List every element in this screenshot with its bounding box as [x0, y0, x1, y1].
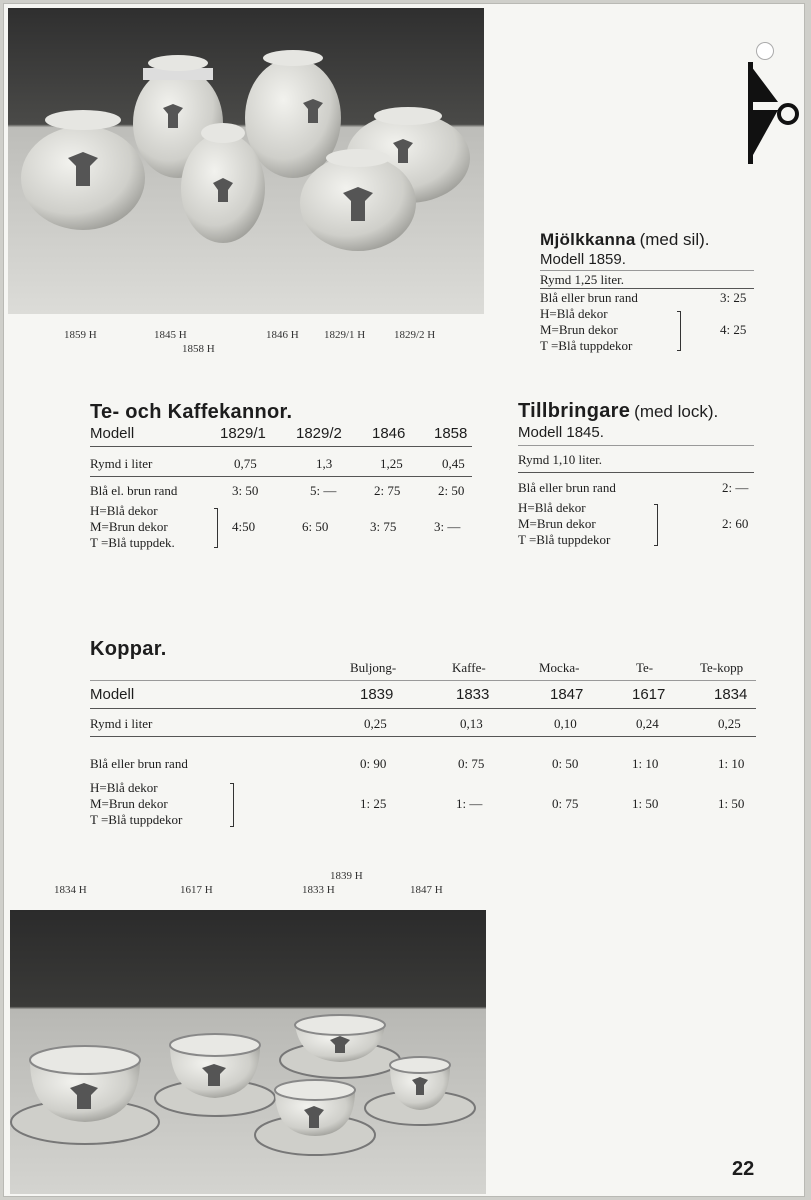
tillbringare-decor-h: H=Blå dekor	[518, 500, 586, 515]
caption-1617: 1617 H	[180, 884, 213, 896]
tillbringare-subtitle: (med lock).	[634, 402, 719, 421]
koppar-rymd-3: 0,10	[554, 716, 577, 731]
brace	[677, 311, 681, 351]
te-kaffe-row1-2: 5: —	[310, 483, 337, 498]
koppar-type-mocka: Mocka-	[539, 660, 580, 675]
mjolkkanna-decor-price: 4: 25	[720, 322, 747, 337]
koppar-decor-1: 1: 25	[360, 796, 387, 811]
te-kaffe-rymd-1: 0,75	[234, 456, 257, 471]
caption-1839: 1839 H	[330, 870, 363, 882]
koppar-row1-4: 1: 10	[632, 756, 659, 771]
tillbringare-title: Tillbringare	[518, 400, 631, 422]
koppar-decor-t: T =Blå tuppdekor	[90, 812, 183, 827]
divider	[518, 445, 754, 446]
te-kaffe-model-1829-2: 1829/2	[296, 425, 342, 442]
koppar-row1-3: 0: 50	[552, 756, 579, 771]
koppar-row1-2: 0: 75	[458, 756, 485, 771]
koppar-rymd-4: 0,24	[636, 716, 659, 731]
brace	[654, 504, 658, 546]
caption-1846: 1846 H	[266, 329, 299, 341]
te-kaffe-row1-label: Blå el. brun rand	[90, 483, 178, 498]
divider	[90, 680, 756, 681]
te-kaffe-rymd-2: 1,3	[316, 456, 333, 471]
koppar-rymd-1: 0,25	[364, 716, 387, 731]
te-kaffe-decor-3: 3: 75	[370, 519, 397, 534]
te-kaffe-rymd-label: Rymd i liter	[90, 456, 153, 471]
divider	[540, 270, 754, 271]
koppar-row1-5: 1: 10	[718, 756, 745, 771]
te-kaffe-model-1829-1: 1829/1	[220, 425, 266, 442]
divider	[90, 446, 472, 447]
mjolkkanna-subtitle: (med sil).	[639, 230, 710, 249]
punch-hole	[756, 42, 774, 60]
koppar-model-1617: 1617	[632, 686, 666, 703]
koppar-decor-4: 1: 50	[632, 796, 659, 811]
bo-logo	[740, 42, 800, 172]
tillbringare-decor-t: T =Blå tuppdekor	[518, 532, 611, 547]
divider	[90, 708, 756, 709]
koppar-decor-3: 0: 75	[552, 796, 579, 811]
mjolkkanna-row1-label: Blå eller brun rand	[540, 290, 638, 305]
koppar-type-buljong: Buljong-	[350, 660, 397, 675]
te-kaffe-rymd-3: 1,25	[380, 456, 403, 471]
te-kaffe-model-1858: 1858	[434, 425, 468, 442]
koppar-model-1839: 1839	[360, 686, 394, 703]
koppar-decor-2: 1: —	[456, 796, 483, 811]
koppar-model-1847: 1847	[550, 686, 584, 703]
koppar-decor-h: H=Blå dekor	[90, 780, 158, 795]
tillbringare-row1-price: 2: —	[722, 480, 749, 495]
koppar-decor-5: 1: 50	[718, 796, 745, 811]
koppar-type-kaffe: Kaffe-	[452, 660, 486, 675]
mjolkkanna-decor-h: H=Blå dekor	[540, 306, 608, 321]
te-kaffe-decor-m: M=Brun dekor	[90, 519, 168, 534]
tillbringare-decor-price: 2: 60	[722, 516, 749, 531]
te-kaffe-row1-4: 2: 50	[438, 483, 465, 498]
brace	[230, 783, 234, 827]
divider	[518, 472, 754, 473]
te-kaffe-decor-h: H=Blå dekor	[90, 503, 158, 518]
te-kaffe-model-1846: 1846	[372, 425, 406, 442]
koppar-model-1833: 1833	[456, 686, 490, 703]
catalog-page	[4, 4, 804, 1196]
koppar-title: Koppar.	[90, 638, 167, 660]
koppar-rymd-2: 0,13	[460, 716, 483, 731]
koppar-decor-m: M=Brun dekor	[90, 796, 168, 811]
page-number: 22	[732, 1158, 755, 1180]
mjolkkanna-rymd: Rymd 1,25 liter.	[540, 272, 624, 287]
mjolkkanna-modell: Modell 1859.	[540, 251, 626, 268]
divider	[90, 736, 756, 737]
caption-1834: 1834 H	[54, 884, 87, 896]
koppar-rymd-label: Rymd i liter	[90, 716, 153, 731]
koppar-model-1834: 1834	[714, 686, 748, 703]
koppar-type-tekopp: Te-kopp	[700, 660, 744, 675]
mjolkkanna-decor-t: T =Blå tuppdekor	[540, 338, 633, 353]
caption-1829-2: 1829/2 H	[394, 329, 436, 341]
te-kaffe-row1-1: 3: 50	[232, 483, 259, 498]
divider	[540, 288, 754, 289]
te-kaffe-decor-1: 4:50	[232, 519, 256, 534]
caption-1829-1: 1829/1 H	[324, 329, 366, 341]
caption-1859: 1859 H	[64, 329, 97, 341]
te-kaffe-decor-4: 3: —	[434, 519, 461, 534]
mjolkkanna-heading	[540, 230, 710, 250]
cups-photo	[10, 910, 486, 1194]
mjolkkanna-row1-price: 3: 25	[720, 290, 747, 305]
tillbringare-modell: Modell 1845.	[518, 424, 604, 441]
caption-1833: 1833 H	[302, 884, 335, 896]
te-kaffe-decor-t: T =Blå tuppdek.	[90, 535, 175, 550]
mjolkkanna-decor-m: M=Brun dekor	[540, 322, 618, 337]
te-kaffe-modell-label: Modell	[90, 425, 135, 442]
caption-1858: 1858 H	[182, 343, 215, 355]
koppar-row1-label: Blå eller brun rand	[90, 756, 188, 771]
teapots-photo	[8, 8, 484, 314]
te-kaffe-row1-3: 2: 75	[374, 483, 401, 498]
tillbringare-rymd: Rymd 1,10 liter.	[518, 452, 602, 467]
caption-1845: 1845 H	[154, 329, 187, 341]
divider	[90, 476, 472, 477]
mjolkkanna-title: Mjölkkanna	[540, 230, 636, 249]
caption-1847: 1847 H	[410, 884, 443, 896]
koppar-rymd-5: 0,25	[718, 716, 741, 731]
tillbringare-heading	[518, 400, 718, 423]
koppar-row1-1: 0: 90	[360, 756, 387, 771]
te-kaffe-decor-2: 6: 50	[302, 519, 329, 534]
te-kaffe-title: Te- och Kaffekannor.	[90, 401, 293, 423]
te-kaffe-rymd-4: 0,45	[442, 456, 465, 471]
brace	[214, 508, 218, 548]
koppar-type-te: Te-	[636, 660, 654, 675]
tillbringare-row1-label: Blå eller brun rand	[518, 480, 616, 495]
koppar-modell-label: Modell	[90, 686, 135, 703]
tillbringare-decor-m: M=Brun dekor	[518, 516, 596, 531]
